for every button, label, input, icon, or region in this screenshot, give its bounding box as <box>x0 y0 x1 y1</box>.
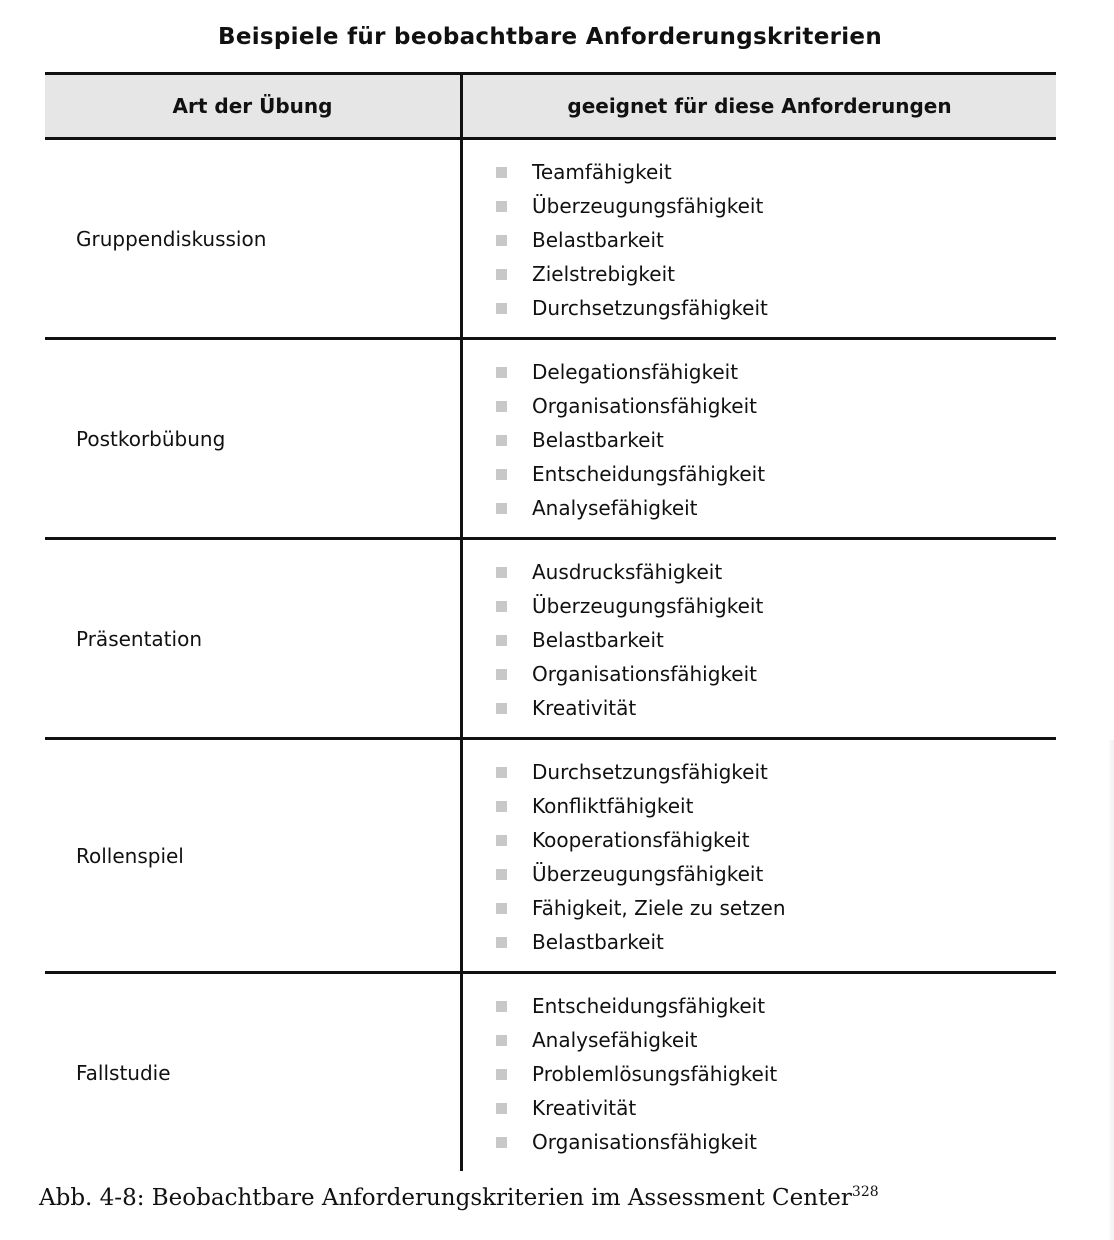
requirements-list <box>463 355 1056 525</box>
requirement-label: Analysefähigkeit <box>532 1028 698 1052</box>
requirements-list <box>463 155 1056 325</box>
list-item <box>463 925 1056 959</box>
list-item <box>463 189 1056 223</box>
square-bullet-icon <box>496 1069 507 1080</box>
list-item <box>463 257 1056 291</box>
requirements-cell <box>460 740 1056 971</box>
table-header-row <box>45 72 1056 140</box>
square-bullet-icon <box>496 367 507 378</box>
requirement-label: Entscheidungsfähigkeit <box>532 462 766 486</box>
requirement-label: Kooperationsfähigkeit <box>532 828 750 852</box>
requirements-list <box>463 989 1056 1159</box>
list-item <box>463 589 1056 623</box>
table-row <box>45 340 1056 540</box>
list-item <box>463 389 1056 423</box>
requirement-label: Organisationsfähigkeit <box>532 394 757 418</box>
list-item <box>463 491 1056 525</box>
square-bullet-icon <box>496 937 507 948</box>
page-title: Beispiele für beobachtbare Anforderungskriterien <box>217 24 882 50</box>
requirement-label: Überzeugungsfähigkeit <box>532 862 764 886</box>
requirement-label: Analysefähigkeit <box>532 496 698 520</box>
requirement-label: Delegationsfähigkeit <box>532 360 739 384</box>
square-bullet-icon <box>496 1035 507 1046</box>
square-bullet-icon <box>496 669 507 680</box>
requirement-label: Problemlösungsfähigkeit <box>532 1062 778 1086</box>
square-bullet-icon <box>496 635 507 646</box>
exercise-type-cell: Präsentation <box>76 626 202 651</box>
square-bullet-icon <box>496 1137 507 1148</box>
requirement-label: Zielstrebigkeit <box>532 262 675 286</box>
caption-text: Abb. 4-8: Beobachtbare Anforderungskriterien im Assessment Center <box>39 1185 852 1211</box>
requirement-label: Belastbarkeit <box>532 930 664 954</box>
exercise-type-cell: Rollenspiel <box>76 843 184 868</box>
requirement-label: Kreativität <box>532 1096 637 1120</box>
list-item <box>463 657 1056 691</box>
requirements-cell <box>460 140 1056 337</box>
list-item <box>463 891 1056 925</box>
list-item <box>463 555 1056 589</box>
square-bullet-icon <box>496 401 507 412</box>
square-bullet-icon <box>496 835 507 846</box>
requirement-label: Belastbarkeit <box>532 628 664 652</box>
list-item <box>463 691 1056 725</box>
list-item <box>463 1023 1056 1057</box>
requirement-label: Fähigkeit, Ziele zu setzen <box>532 896 786 920</box>
requirement-label: Belastbarkeit <box>532 428 664 452</box>
list-item <box>463 423 1056 457</box>
square-bullet-icon <box>496 869 507 880</box>
list-item <box>463 623 1056 657</box>
page-edge-shadow <box>1108 740 1114 1240</box>
square-bullet-icon <box>496 167 507 178</box>
square-bullet-icon <box>496 801 507 812</box>
list-item <box>463 789 1056 823</box>
list-item <box>463 1057 1056 1091</box>
requirement-label: Teamfähigkeit <box>532 160 672 184</box>
exercise-type-cell: Fallstudie <box>76 1060 171 1085</box>
exercise-type-cell: Gruppendiskussion <box>76 226 267 251</box>
list-item <box>463 755 1056 789</box>
requirement-label: Organisationsfähigkeit <box>532 662 757 686</box>
requirements-cell <box>460 540 1056 737</box>
requirements-list <box>463 555 1056 725</box>
caption-footnote-marker: 328 <box>851 1184 879 1200</box>
square-bullet-icon <box>496 567 507 578</box>
requirements-list <box>463 755 1056 959</box>
square-bullet-icon <box>496 1103 507 1114</box>
square-bullet-icon <box>496 903 507 914</box>
list-item <box>463 1125 1056 1159</box>
requirements-table <box>45 72 1056 1171</box>
requirements-cell <box>460 340 1056 537</box>
list-item <box>463 355 1056 389</box>
square-bullet-icon <box>496 469 507 480</box>
list-item <box>463 989 1056 1023</box>
list-item <box>463 1091 1056 1125</box>
square-bullet-icon <box>496 1001 507 1012</box>
requirements-cell <box>460 974 1056 1171</box>
list-item <box>463 155 1056 189</box>
square-bullet-icon <box>496 503 507 514</box>
exercise-type-cell: Postkorbübung <box>76 426 226 451</box>
requirement-label: Durchsetzungsfähigkeit <box>532 760 768 784</box>
requirement-label: Ausdrucksfähigkeit <box>532 560 723 584</box>
requirement-label: Durchsetzungsfähigkeit <box>532 296 768 320</box>
table-row <box>45 974 1056 1171</box>
list-item <box>463 823 1056 857</box>
requirement-label: Konfliktfähigkeit <box>532 794 694 818</box>
table-row <box>45 740 1056 974</box>
table-row <box>45 140 1056 340</box>
list-item <box>463 223 1056 257</box>
square-bullet-icon <box>496 435 507 446</box>
square-bullet-icon <box>496 201 507 212</box>
requirement-label: Überzeugungsfähigkeit <box>532 594 764 618</box>
figure-caption <box>39 1184 879 1211</box>
table-body <box>45 140 1056 1171</box>
square-bullet-icon <box>496 269 507 280</box>
square-bullet-icon <box>496 601 507 612</box>
requirement-label: Kreativität <box>532 696 637 720</box>
requirement-label: Entscheidungsfähigkeit <box>532 994 766 1018</box>
requirement-label: Belastbarkeit <box>532 228 664 252</box>
header-requirements: geeignet für diese Anforderungen <box>460 75 1056 137</box>
requirement-label: Organisationsfähigkeit <box>532 1130 757 1154</box>
table-row <box>45 540 1056 740</box>
header-exercise-type: Art der Übung <box>172 94 333 118</box>
square-bullet-icon <box>496 303 507 314</box>
square-bullet-icon <box>496 767 507 778</box>
requirement-label: Überzeugungsfähigkeit <box>532 194 764 218</box>
list-item <box>463 291 1056 325</box>
square-bullet-icon <box>496 703 507 714</box>
list-item <box>463 457 1056 491</box>
square-bullet-icon <box>496 235 507 246</box>
list-item <box>463 857 1056 891</box>
